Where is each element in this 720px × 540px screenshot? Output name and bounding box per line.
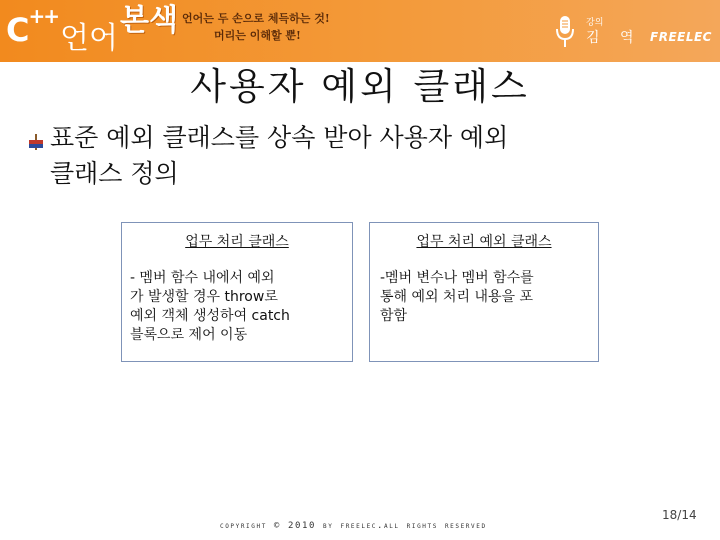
business-class-line: 블록으로 제어 이동 <box>130 327 248 343</box>
bullet-icon <box>27 132 45 152</box>
copyright-notice: copyright © 2010 by freelec.all rights reserved <box>220 521 487 531</box>
exception-class-heading: 업무 처리 예외 클래스 <box>416 234 552 250</box>
bullet-line1: 표준 예외 클래스를 상속 받아 사용자 예외 <box>50 123 509 152</box>
business-class-line: 가 발생할 경우 throw로 <box>130 289 278 305</box>
lecturer-label: 강의 <box>586 18 604 28</box>
logo-book-color: 본색 <box>119 3 178 38</box>
brand-logo: FREELEC <box>650 30 712 44</box>
lecturer-name: 김 역 <box>586 30 642 46</box>
header-banner <box>0 0 720 62</box>
exception-class-line: 통해 예외 처리 내용을 포 <box>380 289 534 305</box>
slogan <box>182 10 332 44</box>
exception-class-line: 함함 <box>380 308 408 324</box>
page-number: 18/14 <box>662 508 697 522</box>
business-class-description <box>130 269 344 345</box>
microphone-icon <box>554 14 576 50</box>
bullet-text <box>50 120 690 192</box>
logo-plus-plus: ++ <box>28 4 58 28</box>
exception-class-box <box>369 222 599 362</box>
bullet-line2: 클래스 정의 <box>50 159 179 188</box>
lecturer <box>586 18 642 47</box>
exception-class-line: -멤버 변수나 멤버 함수를 <box>380 270 534 286</box>
slogan-line1: 언어는 두 손으로 체득하는 것! <box>182 12 330 25</box>
business-class-line: 예외 객체 생성하여 catch <box>130 308 290 324</box>
business-class-box <box>121 222 353 362</box>
exception-class-description <box>380 269 590 326</box>
logo-language: 언어 <box>60 21 118 56</box>
slide-title: 사용자 예외 클래스 <box>190 65 530 108</box>
business-class-heading: 업무 처리 클래스 <box>185 234 289 250</box>
cpp-logo <box>6 4 178 58</box>
business-class-line: - 멤버 함수 내에서 예외 <box>130 270 275 286</box>
slogan-line2: 머리는 이해할 뿐! <box>214 29 301 42</box>
logo-c: C <box>6 11 29 49</box>
